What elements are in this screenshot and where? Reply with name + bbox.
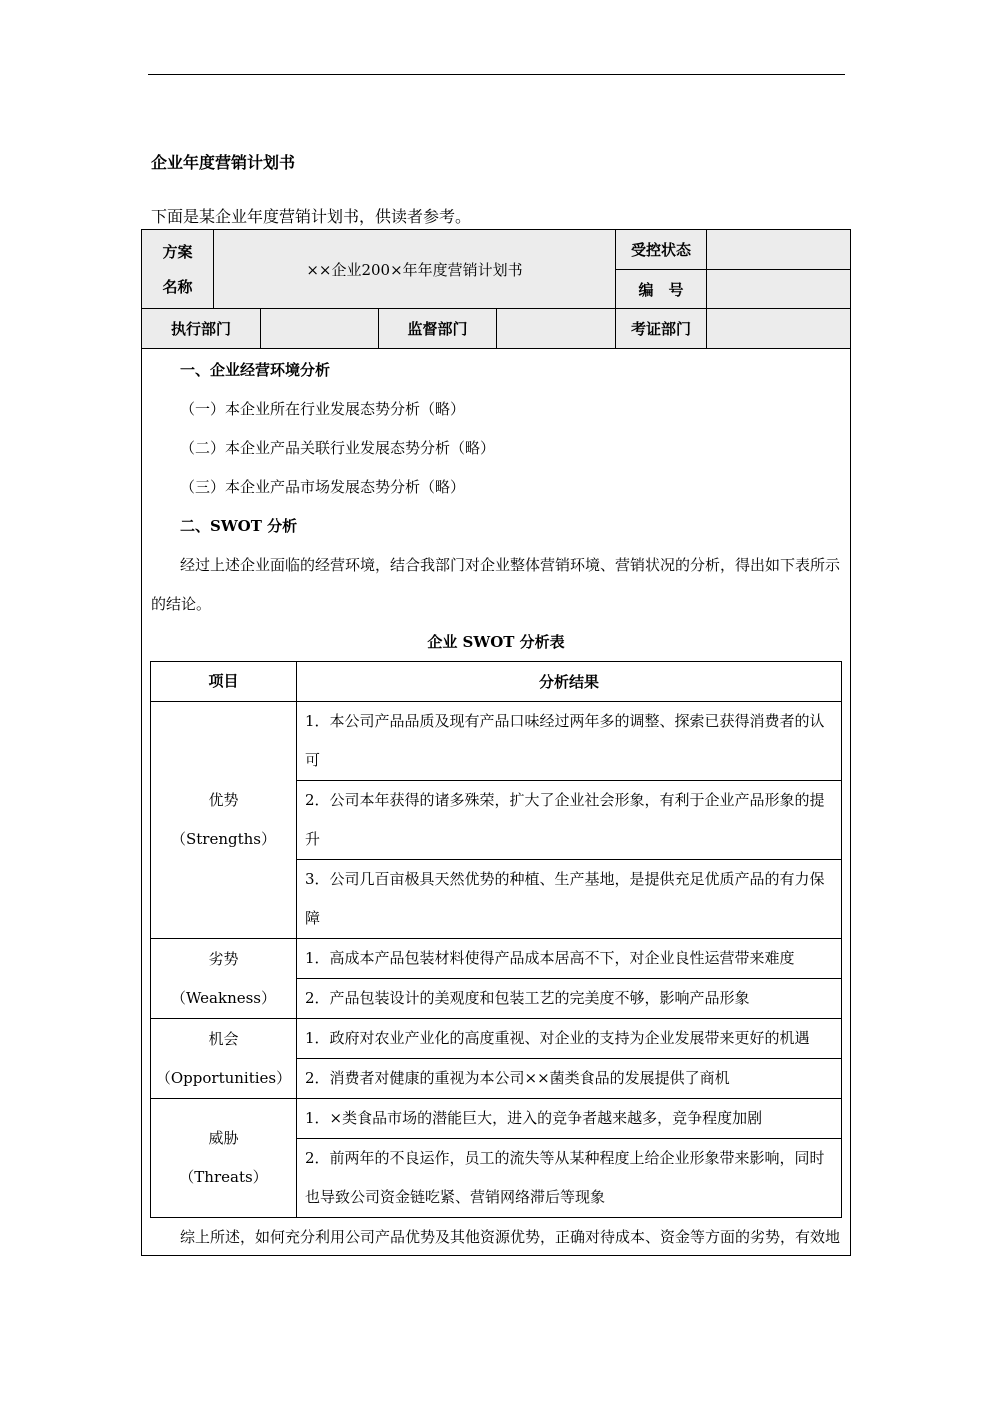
supervise-dept-label: 监督部门: [379, 309, 497, 349]
number-label: 编 号: [616, 270, 707, 309]
verify-dept-label: 考证部门: [616, 309, 707, 349]
category-en: （Weakness）: [170, 988, 277, 1007]
top-rule: [148, 74, 845, 75]
document-title: 企业年度营销计划书: [151, 153, 296, 172]
swot-category-strengths: [151, 702, 297, 939]
table-row: [151, 939, 842, 979]
swot-result: 2．产品包装设计的美观度和包装工艺的完美度不够，影响产品形象: [297, 979, 842, 1019]
col-header-item: 项目: [151, 662, 297, 702]
swot-result: 2．公司本年获得的诸多殊荣，扩大了企业社会形象，有利于企业产品形象的提升: [297, 781, 842, 860]
table-row: [151, 702, 842, 781]
section1-heading: 一、企业经营环境分析: [180, 361, 331, 379]
category-name: 威胁: [208, 1129, 239, 1147]
category-en: （Threats）: [179, 1168, 268, 1186]
swot-result: 1．政府对农业产业化的高度重视、对企业的支持为企业发展带来更好的机遇: [297, 1019, 842, 1059]
category-name: 劣势: [208, 949, 239, 968]
section2-paragraph-line2: 的结论。: [151, 595, 212, 613]
swot-result: 1．高成本产品包装材料使得产品成本居高不下，对企业良性运营带来难度: [297, 939, 842, 979]
closing-line: 综上所述，如何充分利用公司产品优势及其他资源优势，正确对待成本、资金等方面的劣势，有效地: [180, 1228, 841, 1246]
intro-line: 下面是某企业年度营销计划书，供读者参考。: [151, 207, 472, 226]
swot-header-row: [151, 662, 842, 702]
table-row: [151, 1019, 842, 1059]
swot-result: 1．本公司产品品质及现有产品口味经过两年多的调整、探索已获得消费者的认可: [297, 702, 842, 781]
category-en: （Strengths）: [170, 830, 276, 848]
control-status-label: 受控状态: [616, 230, 707, 270]
supervise-dept-value: [497, 309, 616, 349]
plan-name-value: ××企业200×年年度营销计划书: [214, 230, 616, 309]
exec-dept-value: [261, 309, 379, 349]
swot-result: 2．前两年的不良运作，员工的流失等从某种程度上给企业形象带来影响，同时也导致公司资金链吃紧、营销网络滞后等现象: [297, 1139, 842, 1218]
category-en: （Opportunities）: [155, 1068, 292, 1087]
swot-result: 3．公司几百亩极具天然优势的种植、生产基地，是提供充足优质产品的有力保障: [297, 860, 842, 939]
swot-table: [150, 661, 842, 1218]
section1-item: （二）本企业产品关联行业发展态势分析（略）: [180, 439, 496, 457]
verify-dept-value: [707, 309, 850, 349]
number-value: [707, 270, 850, 309]
category-name: 优势: [208, 791, 239, 809]
swot-table-title: 企业 SWOT 分析表: [427, 633, 565, 651]
swot-category-threats: [151, 1099, 297, 1218]
col-header-result: 分析结果: [297, 662, 842, 702]
scheme-label-line2: 名称: [162, 278, 193, 296]
section1-item: （三）本企业产品市场发展态势分析（略）: [180, 478, 466, 496]
section1-item: （一）本企业所在行业发展态势分析（略）: [180, 400, 466, 418]
control-status-value: [707, 230, 850, 270]
section2-heading: 二、SWOT 分析: [180, 517, 298, 535]
section2-paragraph-line1: 经过上述企业面临的经营环境，结合我部门对企业整体营销环境、营销状况的分析，得出如下表所示: [180, 556, 841, 574]
exec-dept-label: 执行部门: [142, 309, 261, 349]
swot-result: 1．×类食品市场的潜能巨大，进入的竞争者越来越多，竞争程度加剧: [297, 1099, 842, 1139]
category-name: 机会: [208, 1029, 239, 1048]
scheme-name-label: [142, 230, 214, 309]
swot-category-weakness: [151, 939, 297, 1019]
swot-result: 2．消费者对健康的重视为本公司××菌类食品的发展提供了商机: [297, 1059, 842, 1099]
swot-category-opportunities: [151, 1019, 297, 1099]
scheme-label-line1: 方案: [162, 243, 193, 261]
table-row: [151, 1099, 842, 1139]
